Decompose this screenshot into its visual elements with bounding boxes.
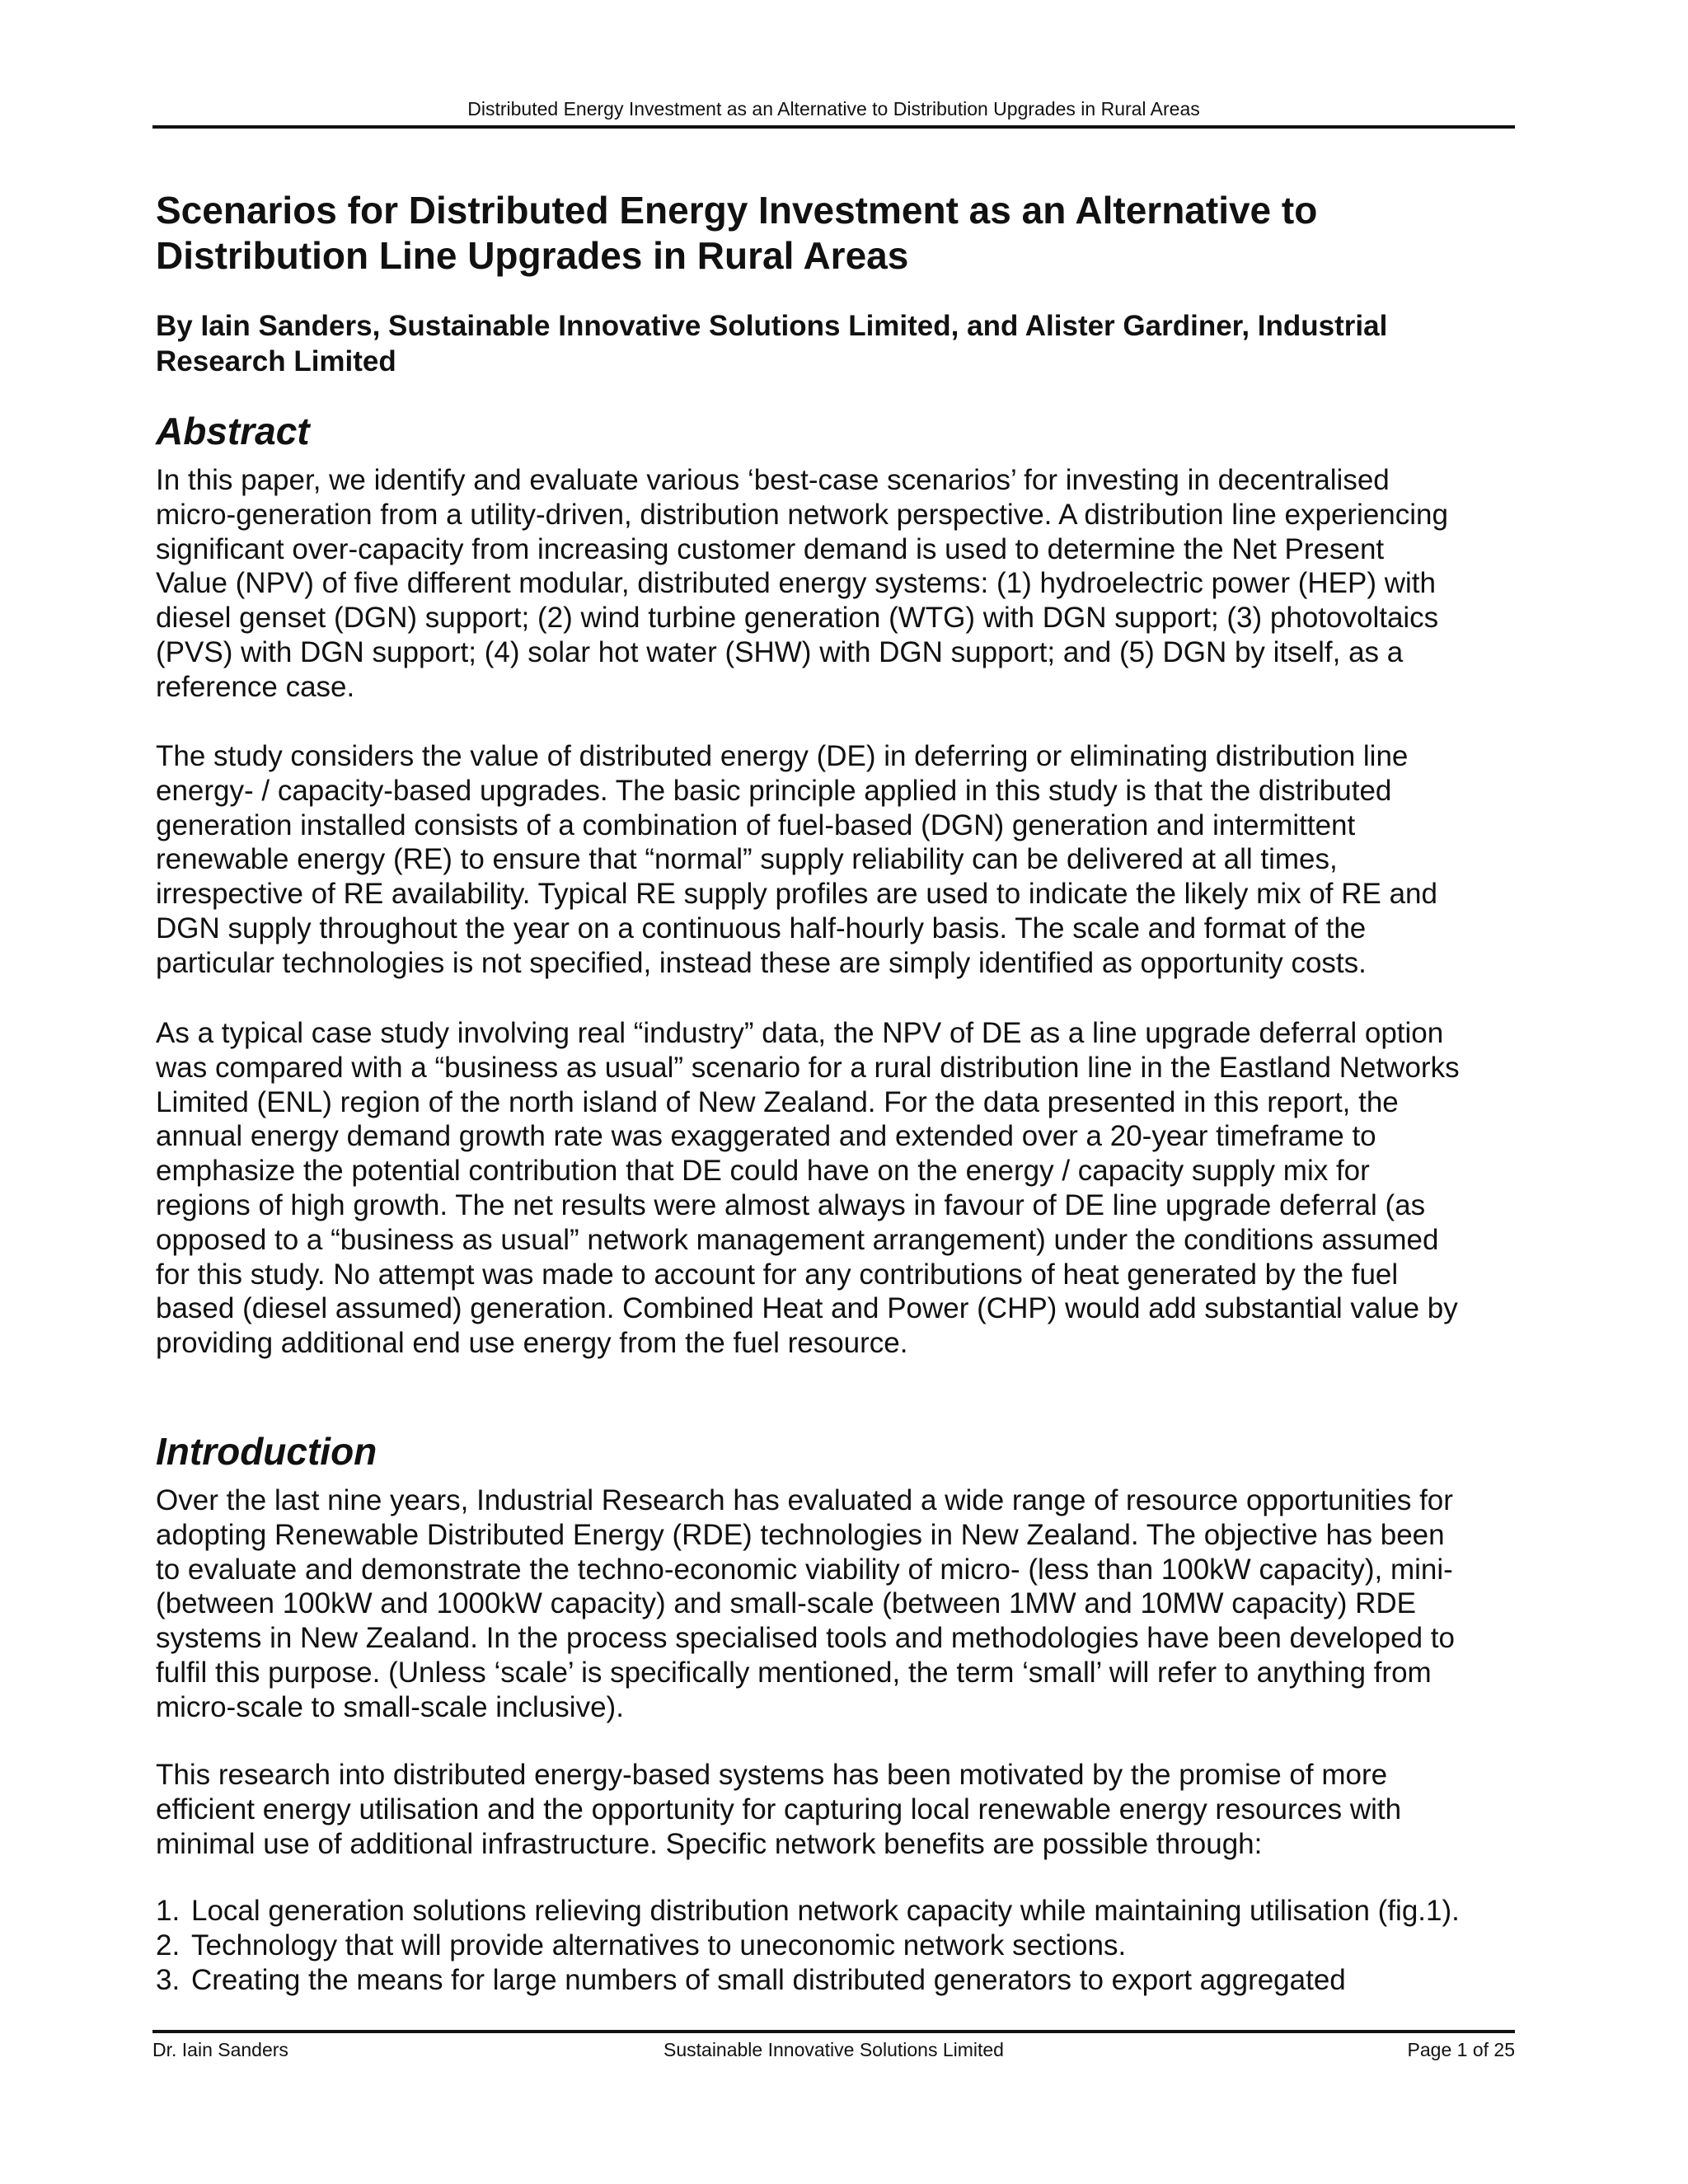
footer-page-number: Page 1 of 25: [1407, 2039, 1515, 2060]
author-byline: [156, 308, 1507, 379]
list-item: [156, 1963, 1524, 1998]
list-item-number: 1.: [156, 1895, 181, 1927]
paper-title: [156, 188, 1475, 279]
abstract-paragraph-1: In this paper, we identify and evaluate various ‘best-case scenarios’ for investing in decentralised micro-generation from a utility-driven, distribution network perspective. A distribution line experiencing significant over-capacity from increasing customer demand is used to determine the Net Present Value (NPV) of five different modular, distributed energy systems: (1) hydroelectric power (HEP) with diesel genset (DGN) support; (2) wind turbine generation (WTG) with DGN support; (3) photovoltaics (PVS) with DGN support; (4) solar hot water (SHW) with DGN support; and (5) DGN by itself, as a reference case.: [156, 464, 1448, 703]
list-item-number: 3.: [156, 1963, 181, 1996]
footer-rule: [152, 2030, 1515, 2033]
list-item-text: Local generation solutions relieving distribution network capacity while maintaining utilisation (fig.1).: [191, 1895, 1460, 1927]
header-rule: [152, 125, 1515, 129]
network-benefits-list: [156, 1894, 1524, 1997]
document-page: [152, 0, 1515, 2184]
footer-author: Dr. Iain Sanders: [152, 2039, 288, 2060]
running-header: Distributed Energy Investment as an Alternative to Distribution Upgrades in Rural Areas: [467, 98, 1200, 120]
byline-line-2: Research Limited: [156, 345, 396, 377]
list-item-number: 2.: [156, 1929, 181, 1961]
abstract-paragraph-3: As a typical case study involving real “industry” data, the NPV of DE as a line upgrade deferral option was compared with a “business as usual” scenario for a rural distribution line in the Eastland Networks Limited (ENL) region of the north island of New Zealand. For the data presented in this report, the annual energy demand growth rate was exaggerated and extended over a 20-year timeframe to emphasize the potential contribution that DE could have on the energy / capacity supply mix for regions of high growth. The net results were almost always in favour of DE line upgrade deferral (as opposed to a “business as usual” network management arrangement) under the conditions assumed for this study. No attempt was made to account for any contributions of heat generated by the fuel based (diesel assumed) generation. Combined Heat and Power (CHP) would add substantial value by providing additional end use energy from the fuel resource.: [156, 1017, 1460, 1360]
footer-organisation: Sustainable Innovative Solutions Limited: [663, 2039, 1004, 2060]
list-item: [156, 1894, 1524, 1929]
introduction-paragraph-1: Over the last nine years, Industrial Research has evaluated a wide range of resource opportunities for adopting Renewable Distributed Energy (RDE) technologies in New Zealand. The objective has been to evaluate and demonstrate the techno-economic viability of micro- (less than 100kW capacity), mini- (between 100kW and 1000kW capacity) and small-scale (between 1MW and 10MW capacity) RDE systems in New Zealand. In the process specialised tools and methodologies have been developed to fulfil this purpose. (Unless ‘scale’ is specifically mentioned, the term ‘small’ will refer to anything from micro-scale to small-scale inclusive).: [156, 1484, 1455, 1723]
title-line-1: Scenarios for Distributed Energy Investment as an Alternative to: [156, 189, 1318, 232]
title-line-2: Distribution Line Upgrades in Rural Areas: [156, 234, 909, 277]
list-item-text: Creating the means for large numbers of small distributed generators to export aggregated: [191, 1963, 1346, 1996]
introduction-heading: Introduction: [156, 1430, 377, 1473]
introduction-paragraph-2: This research into distributed energy-based systems has been motivated by the promise of more efficient energy utilisation and the opportunity for capturing local renewable energy resources with minimal use of additional infrastructure. Specific network benefits are possible through:: [156, 1759, 1402, 1860]
list-item-text: Technology that will provide alternatives to uneconomic network sections.: [191, 1929, 1127, 1961]
page-footer: [152, 2038, 1515, 2061]
abstract-heading: Abstract: [156, 410, 310, 452]
abstract-paragraph-2: The study considers the value of distributed energy (DE) in deferring or eliminating distribution line energy- / capacity-based upgrades. The basic principle applied in this study is that the distributed generation installed consists of a combination of fuel-based (DGN) generation and intermittent renewable energy (RE) to ensure that “normal” supply reliability can be delivered at all times, irrespective of RE availability. Typical RE supply profiles are used to indicate the likely mix of RE and DGN supply throughout the year on a continuous half-hourly basis. The scale and format of the particular technologies is not specified, instead these are simply identified as opportunity costs.: [156, 740, 1437, 979]
list-item: [156, 1929, 1524, 1963]
byline-line-1: By Iain Sanders, Sustainable Innovative Solutions Limited, and Alister Gardiner, Industrial: [156, 310, 1388, 342]
